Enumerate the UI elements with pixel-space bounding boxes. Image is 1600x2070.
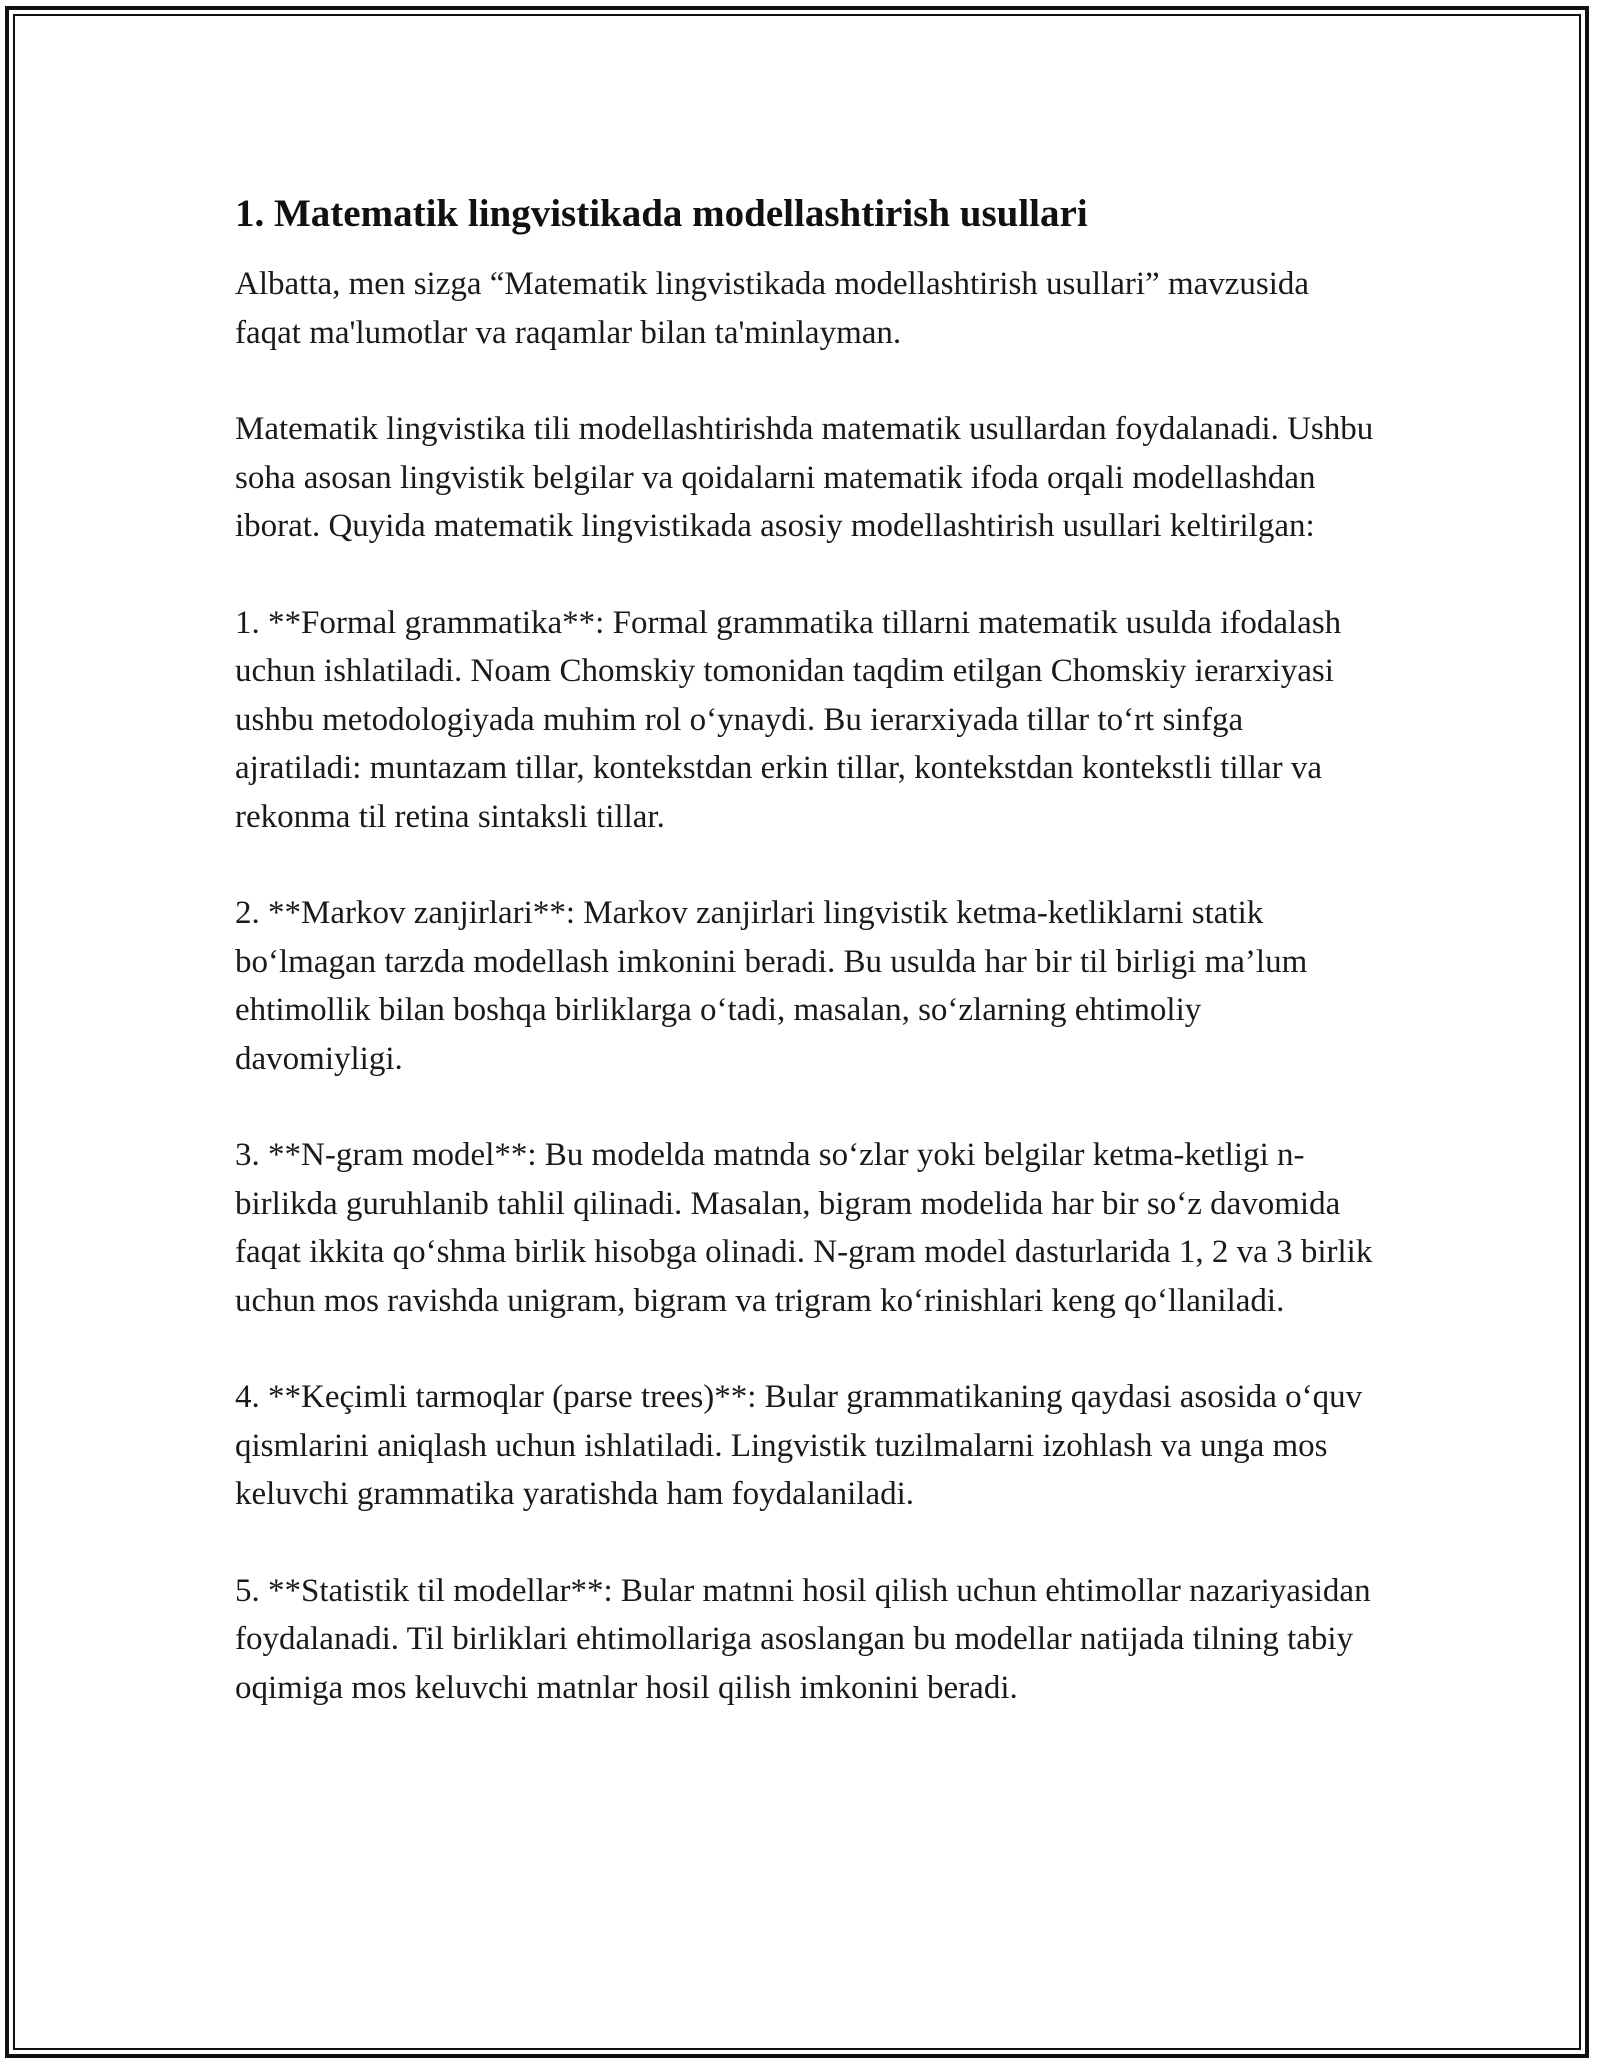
item-ngram-model: 3. **N-gram model**: Bu modelda matnda so‘zlar yoki belgilar ketma-ketligi n- birlikda guruhlanib tahlil qilinadi. Masalan, bigram modelida har bir so‘z davomida faqat ikkita qo‘shma birlik hisobga olinadi. N-gram model dasturlarida 1, 2 va 3 birlik uchun mos ravishda unigram, bigram va trigram ko‘rinishlari keng qo‘llaniladi. [235,1137,1373,1319]
item-parse-trees: 4. **Keçimli tarmoqlar (parse trees)**: Bular grammatikaning qaydasi asosida o‘quv qismlarini aniqlash uchun ishlatiladi. Lingvistik tuzilmalarni izohlash va unga mos keluvchi grammatika yaratishda ham foydalaniladi. [235,1379,1363,1512]
document-title: 1. Matematik lingvistikada modellashtirish usullari [235,192,1088,235]
overview-paragraph: Matematik lingvistika tili modellashtirishda matematik usullardan foydalanadi. Ushbu soha asosan lingvistik belgilar va qoidalarni matematik ifoda orqali modellashdan iborat. Quyida matematik lingvistikada asosiy modellashtirish usullari keltirilgan: [235,411,1374,544]
document-body [235,186,1375,1760]
item-markov-chains: 2. **Markov zanjirlari**: Markov zanjirlari lingvistik ketma-ketliklarni statik bo‘lmagan tarzda modellash imkonini beradi. Bu usulda har bir til birligi ma’lum ehtimollik bilan boshqa birliklarga o‘tadi, masalan, so‘zlarning ehtimoliy davomiyligi. [235,895,1308,1077]
intro-paragraph: Albatta, men sizga “Matematik lingvistikada modellashtirish usullari” mavzusida faqat ma'lumotlar va raqamlar bilan ta'minlayman. [235,266,1310,351]
item-formal-grammar: 1. **Formal grammatika**: Formal grammatika tillarni matematik usulda ifodalash uchun ishlatiladi. Noam Chomskiy tomonidan taqdim etilgan Chomskiy ierarxiyasi ushbu metodologiyada muhim rol o‘ynaydi. Bu ierarxiyada tillar to‘rt sinfga ajratiladi: muntazam tillar, kontekstdan erkin tillar, kontekstdan kontekstli tillar va rekonma til retina sintaksli tillar. [235,604,1342,835]
item-statistical-models: 5. **Statistik til modellar**: Bular matnni hosil qilish uchun ehtimollar nazariyasidan foydalanadi. Til birliklari ehtimollariga asoslangan bu modellar natijada tilning tabiy oqimiga mos keluvchi matnlar hosil qilish imkonini beradi. [235,1572,1371,1706]
